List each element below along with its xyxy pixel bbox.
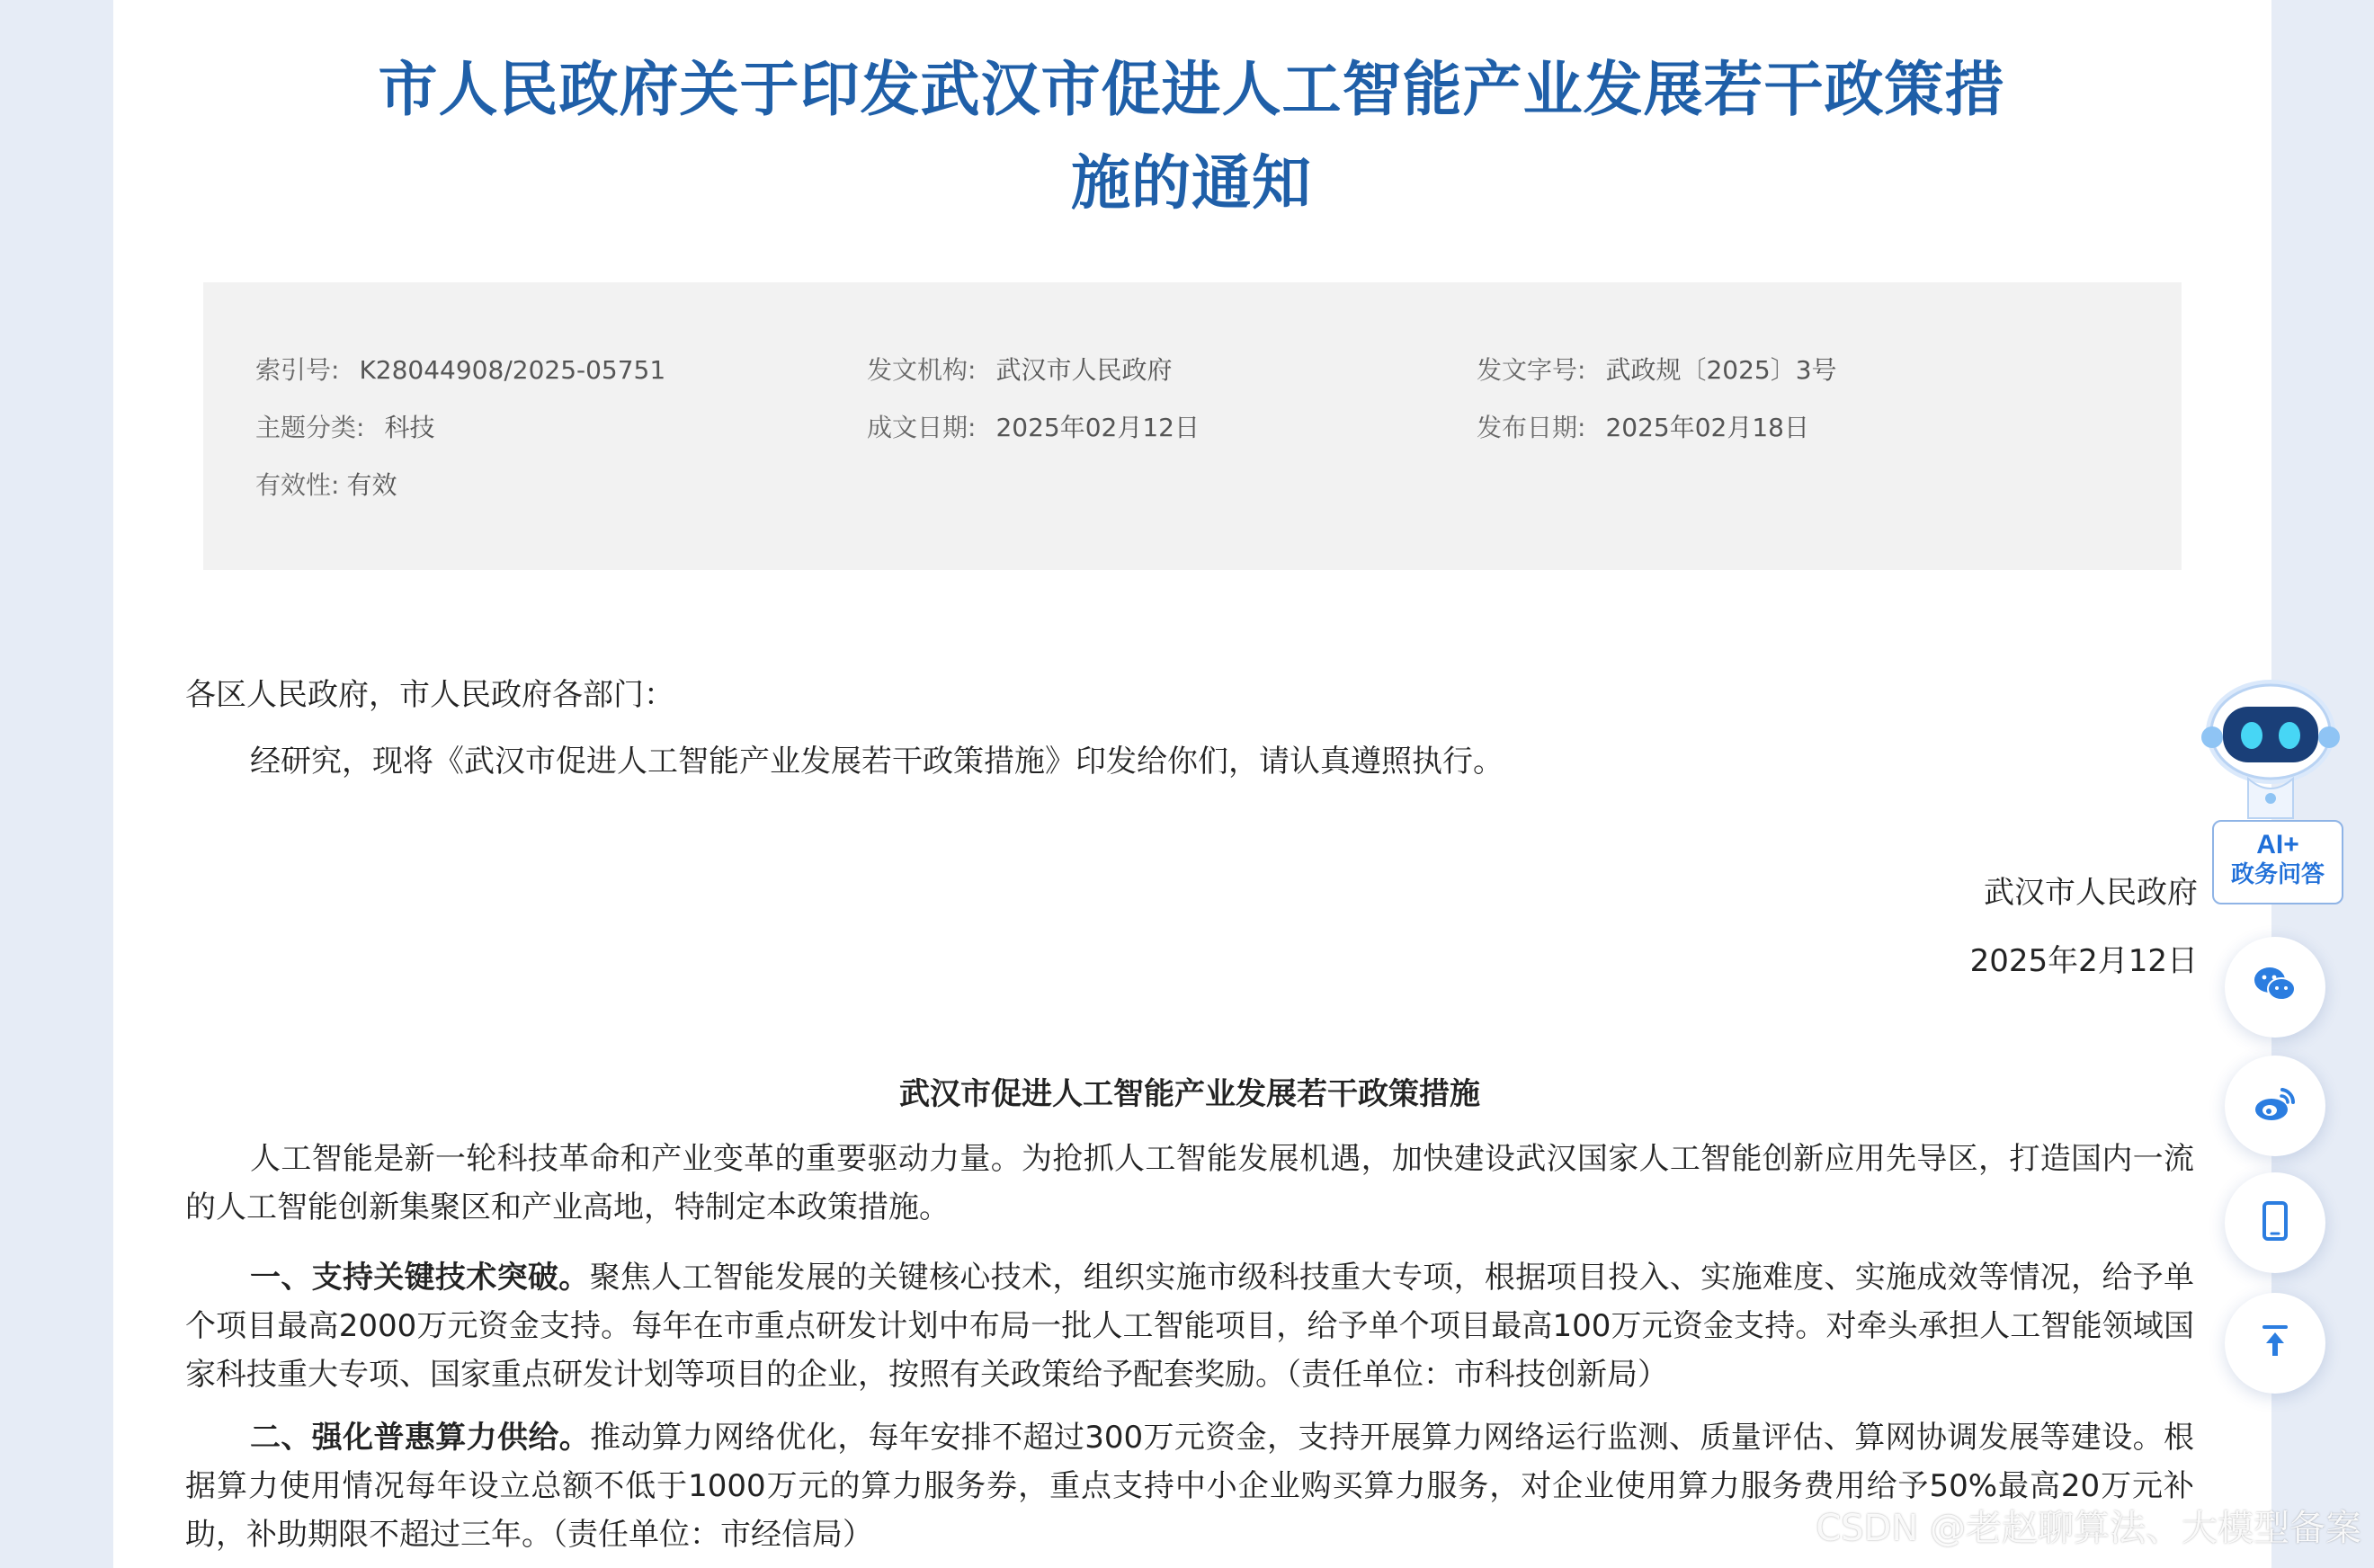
- mobile-view-button[interactable]: [2225, 1172, 2325, 1273]
- policy-item-1-title: 一、支持关键技术突破。: [250, 1260, 590, 1296]
- meta-category: [255, 410, 434, 446]
- meta-doc-number-label: 发文字号:: [1477, 355, 1586, 385]
- csdn-watermark: CSDN @老赵聊算法、大模型备案: [1816, 1508, 2361, 1549]
- weibo-icon: [2252, 1081, 2298, 1131]
- signature-date: 2025年2月12日: [1969, 943, 2198, 979]
- ai-qa-label: 政务问答: [2230, 861, 2325, 888]
- meta-written-date-value: 2025年02月12日: [995, 413, 1200, 442]
- ai-qa-button[interactable]: [2212, 820, 2343, 904]
- meta-doc-number-value: 武政规〔2025〕3号: [1605, 355, 1837, 385]
- salutation: 各区人民政府，市人民政府各部门：: [185, 677, 674, 713]
- mobile-icon: [2252, 1198, 2298, 1248]
- policy-item-2-body: 推动算力网络优化，每年安排不超过300万元资金，支持开展算力网络运行监测、质量评估、算网协调发展等建设。根据算力使用情况每年设立总额不低于1000万元的算力服务券，重点支持中小企业购买算力服务，对企业使用算力服务费用给予50%最高20万元补助，补助期限不超过三年。（责任单位：市经信局）: [185, 1420, 2194, 1553]
- meta-published-date: [1477, 410, 1809, 446]
- title-line-1: 市人民政府关于印发武汉市促进人工智能产业发展若干政策措: [378, 55, 2005, 124]
- meta-written-date-label: 成文日期:: [867, 413, 977, 442]
- meta-index-label: 索引号:: [255, 355, 340, 385]
- policy-preamble: 人工智能是新一轮科技革命和产业变革的重要驱动力量。为抢抓人工智能发展机遇，加快建设武汉国家人工智能创新应用先导区，打造国内一流的人工智能创新集聚区和产业高地，特制定本政策措施。: [185, 1141, 2194, 1225]
- meta-validity-value: 有效: [346, 470, 397, 500]
- wechat-share-button[interactable]: [2225, 937, 2325, 1038]
- policy-item-1: [185, 1253, 2194, 1399]
- meta-issuer-label: 发文机构:: [867, 355, 977, 385]
- ai-assistant-robot-icon[interactable]: [2194, 673, 2347, 825]
- meta-index: [255, 352, 665, 388]
- left-margin: [0, 0, 113, 1568]
- signature-organization: 武汉市人民政府: [1984, 875, 2198, 911]
- meta-validity-label: 有效性:: [255, 470, 340, 500]
- back-to-top-button[interactable]: [2225, 1293, 2325, 1394]
- metadata-panel: [203, 282, 2182, 570]
- ai-plus-mark: AI+: [2256, 830, 2299, 860]
- policy-item-1-body: 聚焦人工智能发展的关键核心技术，组织实施市级科技重大专项，根据项目投入、实施难度、实施成效等情况，给予单个项目最高2000万元资金支持。每年在市重点研发计划中布局一批人工智能项目，给予单个项目最高100万元资金支持。对牵头承担人工智能领域国家科技重大专项、国家重点研发计划等项目的企业，按照有关政策给予配套奖励。（责任单位：市科技创新局）: [185, 1260, 2195, 1393]
- meta-published-date-value: 2025年02月18日: [1605, 413, 1809, 442]
- meta-issuer: [867, 352, 1172, 388]
- policy-heading: 武汉市促进人工智能产业发展若干政策措施: [899, 1076, 1480, 1112]
- back-to-top-icon: [2252, 1318, 2298, 1368]
- title-line-2: 施的通知: [1071, 148, 1312, 218]
- meta-issuer-value: 武汉市人民政府: [995, 355, 1173, 385]
- document-title: [189, 43, 2194, 230]
- meta-index-value: K28044908/2025-05751: [359, 355, 666, 385]
- meta-category-label: 主题分类:: [255, 413, 365, 442]
- weibo-share-button[interactable]: [2225, 1056, 2325, 1156]
- meta-written-date: [867, 410, 1200, 446]
- policy-item-2-title: 二、强化普惠算力供给。: [250, 1420, 591, 1456]
- meta-published-date-label: 发布日期:: [1477, 413, 1586, 442]
- meta-category-value: 科技: [384, 413, 435, 442]
- meta-validity: [255, 468, 397, 503]
- wechat-icon: [2252, 962, 2298, 1012]
- meta-doc-number: [1477, 352, 1837, 388]
- intro-paragraph: 经研究，现将《武汉市促进人工智能产业发展若干政策措施》印发给你们，请认真遵照执行。: [250, 744, 1504, 780]
